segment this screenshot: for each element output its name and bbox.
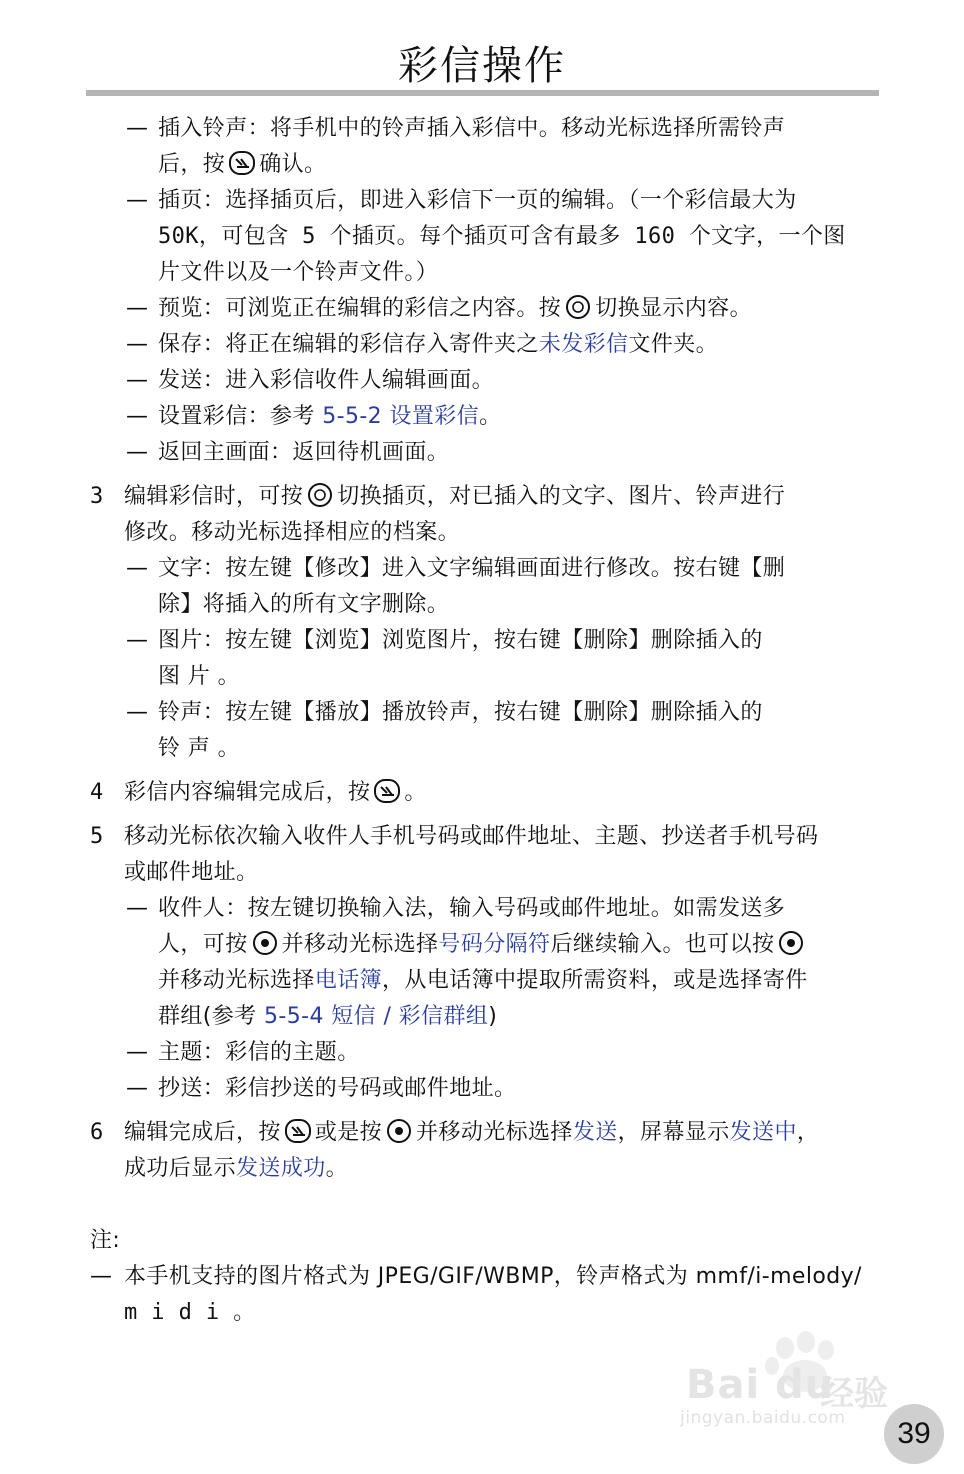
recipient-item: 收件人：按左键切换输入法，输入号码或邮件地址。如需发送多 — [158, 896, 786, 921]
step-number: 3 — [90, 484, 104, 509]
step-number: 5 — [90, 824, 104, 849]
step3-text-cont: 修改。移动光标选择相应的档案。 — [124, 520, 461, 545]
step3-text: 编辑彩信时，可按 切换插页，对已插入的文字、图片、铃声进行 — [124, 484, 786, 509]
note-label: 注: — [90, 1228, 121, 1253]
page-title: 彩信操作 — [398, 43, 566, 89]
item-preview: 预览：可浏览正在编辑的彩信之内容。按 切换显示内容。 — [158, 296, 753, 321]
dash-bullet: — — [126, 896, 148, 921]
dash-bullet: — — [126, 332, 148, 357]
nav-key-icon — [306, 482, 334, 508]
item-insert-page-cont1: 50K，可包含 5 个插页。每个插页可含有最多 160 个文字，一个图 — [158, 224, 846, 249]
ok-key-icon — [373, 778, 401, 804]
note-item-cont: m i d i 。 — [124, 1300, 256, 1325]
dash-bullet: — — [126, 1076, 148, 1101]
step4-text: 彩信内容编辑完成后，按 。 — [124, 780, 427, 805]
step-number: 6 — [90, 1120, 104, 1145]
dash-bullet: — — [126, 700, 148, 725]
dash-bullet: — — [126, 116, 148, 141]
item-save: 保存：将正在编辑的彩信存入寄件夹之未发彩信文件夹。 — [158, 332, 719, 357]
edit-text: 文字：按左键【修改】进入文字编辑画面进行修改。按右键【删 — [158, 556, 786, 581]
watermark-cn: 经验 — [820, 1374, 888, 1414]
step5-text: 移动光标依次输入收件人手机号码或邮件地址、主题、抄送者手机号码 — [124, 824, 819, 849]
item-settings: 设置彩信：参考 5-5-2 设置彩信。 — [158, 404, 502, 429]
step6-text-cont: 成功后显示发送成功。 — [124, 1156, 349, 1181]
dash-bullet: — — [126, 368, 148, 393]
edit-image-cont: 图 片 。 — [158, 664, 240, 689]
step-number: 4 — [90, 780, 104, 805]
dash-bullet: — — [126, 1040, 148, 1065]
dash-bullet: — — [126, 188, 148, 213]
dash-bullet: — — [126, 556, 148, 581]
page-number: 39 — [884, 1404, 944, 1464]
edit-text-cont: 除】将插入的所有文字删除。 — [158, 592, 450, 617]
dash-bullet: — — [126, 628, 148, 653]
item-insert-ringtone-cont: 后，按 确认。 — [158, 152, 327, 177]
step6-text: 编辑完成后，按 或是按 并移动光标选择发送，屏幕显示发送中， — [124, 1120, 820, 1145]
recipient-item-cont1: 人，可按 并移动光标选择号码分隔符后继续输入。也可以按 — [158, 928, 808, 962]
watermark-brand: Bai du — [686, 1362, 835, 1408]
recipient-item-cont3: 群组(参考 5-5-4 短信 / 彩信群组) — [158, 1004, 498, 1029]
ok-key-icon — [228, 150, 256, 176]
item-insert-ringtone: 插入铃声：将手机中的铃声插入彩信中。移动光标选择所需铃声 — [158, 116, 786, 141]
recipient-item-cont2: 并移动光标选择电话簿，从电话簿中提取所需资料，或是选择寄件 — [158, 968, 808, 993]
edit-ringtone: 铃声：按左键【播放】播放铃声，按右键【删除】删除插入的 — [158, 700, 763, 725]
center-key-icon — [385, 1118, 413, 1144]
edit-ringtone-cont: 铃 声 。 — [158, 736, 240, 761]
item-insert-page-cont2: 片文件以及一个铃声文件。） — [158, 260, 439, 285]
item-return-main: 返回主画面：返回待机画面。 — [158, 440, 450, 465]
center-key-icon — [251, 930, 279, 956]
dash-bullet: — — [126, 404, 148, 429]
ok-key-icon — [284, 1118, 312, 1144]
dash-bullet: — — [90, 1264, 112, 1289]
cc-item: 抄送：彩信抄送的号码或邮件地址。 — [158, 1076, 517, 1101]
note-item: 本手机支持的图片格式为 JPEG/GIF/WBMP，铃声格式为 mmf/i-melody/ — [124, 1264, 862, 1289]
nav-key-icon — [564, 294, 592, 320]
center-key-icon — [777, 930, 805, 956]
item-send: 发送：进入彩信收件人编辑画面。 — [158, 368, 495, 393]
dash-bullet: — — [126, 440, 148, 465]
edit-image: 图片：按左键【浏览】浏览图片，按右键【删除】删除插入的 — [158, 628, 763, 653]
step5-text-cont: 或邮件地址。 — [124, 860, 259, 885]
subject-item: 主题：彩信的主题。 — [158, 1040, 360, 1065]
dash-bullet: — — [126, 296, 148, 321]
item-insert-page: 插页：选择插页后，即进入彩信下一页的编辑。（一个彩信最大为 — [158, 188, 797, 213]
watermark-url: jingyan.baidu.com — [680, 1408, 846, 1428]
